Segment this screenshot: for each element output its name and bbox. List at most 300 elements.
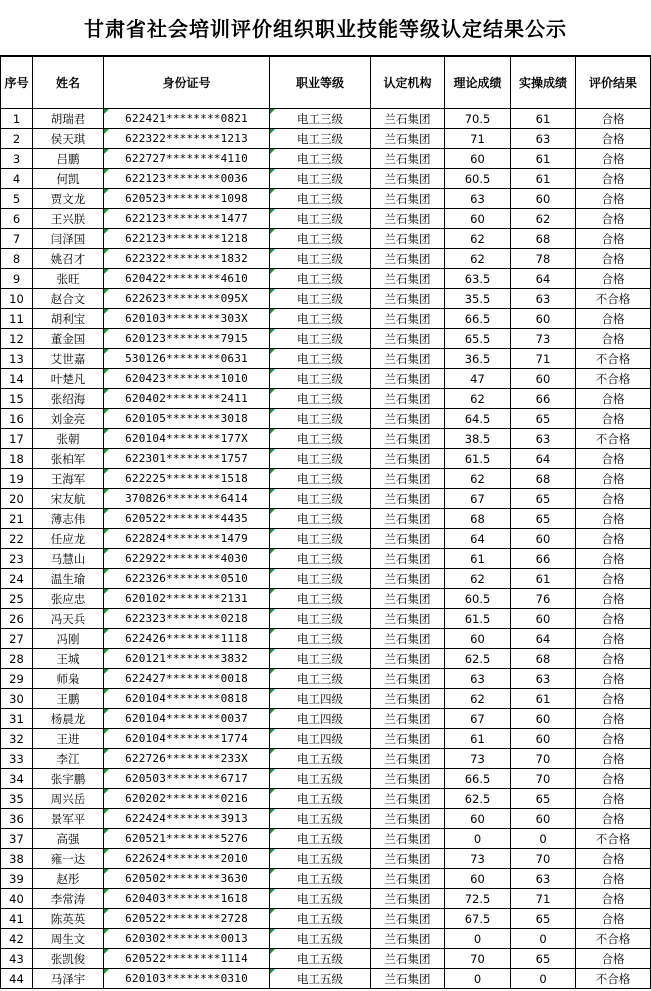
name-cell: 王鹏 [33, 689, 104, 709]
practical-score-cell: 65 [511, 489, 576, 509]
table-row [1, 609, 651, 629]
table-body [1, 109, 651, 989]
org-cell: 兰石集团 [371, 329, 445, 349]
name-cell: 任应龙 [33, 529, 104, 549]
table-row [1, 229, 651, 249]
row-number: 37 [1, 829, 33, 849]
id-number-cell: 622322********1832 [104, 249, 270, 269]
id-number-cell: 620522********1114 [104, 949, 270, 969]
id-number-cell: 622623********095X [104, 289, 270, 309]
table-row [1, 449, 651, 469]
level-cell: 电工三级 [270, 649, 371, 669]
name-cell: 王进 [33, 729, 104, 749]
result-cell: 合格 [576, 629, 651, 649]
row-number: 23 [1, 549, 33, 569]
practical-score-cell: 64 [511, 269, 576, 289]
practical-score-cell: 61 [511, 169, 576, 189]
theory-score-cell: 72.5 [445, 889, 511, 909]
table-row [1, 109, 651, 129]
org-cell: 兰石集团 [371, 589, 445, 609]
name-cell: 董金国 [33, 329, 104, 349]
table-row [1, 189, 651, 209]
table-row [1, 649, 651, 669]
name-cell: 李江 [33, 749, 104, 769]
result-cell: 合格 [576, 649, 651, 669]
row-number: 20 [1, 489, 33, 509]
name-cell: 胡利宝 [33, 309, 104, 329]
result-cell: 合格 [576, 729, 651, 749]
result-cell: 合格 [576, 309, 651, 329]
theory-score-cell: 62 [445, 229, 511, 249]
name-cell: 周生文 [33, 929, 104, 949]
row-number: 32 [1, 729, 33, 749]
row-number: 28 [1, 649, 33, 669]
id-number-cell: 530126********0631 [104, 349, 270, 369]
name-cell: 杨晨龙 [33, 709, 104, 729]
result-cell: 合格 [576, 249, 651, 269]
id-number-cell: 620522********4435 [104, 509, 270, 529]
table-row [1, 489, 651, 509]
org-cell: 兰石集团 [371, 889, 445, 909]
row-number: 35 [1, 789, 33, 809]
theory-score-cell: 60 [445, 149, 511, 169]
level-cell: 电工三级 [270, 289, 371, 309]
practical-score-cell: 60 [511, 609, 576, 629]
name-cell: 张应忠 [33, 589, 104, 609]
theory-score-cell: 64 [445, 529, 511, 549]
theory-score-cell: 61.5 [445, 449, 511, 469]
theory-score-cell: 61 [445, 549, 511, 569]
row-number: 44 [1, 969, 33, 989]
practical-score-cell: 60 [511, 709, 576, 729]
name-cell: 闫泽国 [33, 229, 104, 249]
org-cell: 兰石集团 [371, 169, 445, 189]
table-row [1, 929, 651, 949]
row-number: 24 [1, 569, 33, 589]
table-row [1, 529, 651, 549]
name-cell: 张旺 [33, 269, 104, 289]
practical-score-cell: 76 [511, 589, 576, 609]
row-number: 36 [1, 809, 33, 829]
theory-score-cell: 0 [445, 969, 511, 989]
result-cell: 合格 [576, 229, 651, 249]
id-number-cell: 620521********5276 [104, 829, 270, 849]
org-cell: 兰石集团 [371, 449, 445, 469]
theory-score-cell: 62.5 [445, 649, 511, 669]
result-cell: 合格 [576, 809, 651, 829]
theory-score-cell: 71 [445, 129, 511, 149]
name-cell: 马慧山 [33, 549, 104, 569]
org-cell: 兰石集团 [371, 489, 445, 509]
table-row [1, 409, 651, 429]
practical-score-cell: 68 [511, 469, 576, 489]
level-cell: 电工三级 [270, 389, 371, 409]
name-cell: 景军平 [33, 809, 104, 829]
practical-score-cell: 60 [511, 309, 576, 329]
org-cell: 兰石集团 [371, 549, 445, 569]
practical-score-cell: 71 [511, 889, 576, 909]
result-cell: 合格 [576, 109, 651, 129]
row-number: 39 [1, 869, 33, 889]
table-row [1, 689, 651, 709]
column-header: 理论成绩 [445, 57, 511, 109]
theory-score-cell: 61.5 [445, 609, 511, 629]
row-number: 3 [1, 149, 33, 169]
theory-score-cell: 63 [445, 669, 511, 689]
practical-score-cell: 61 [511, 689, 576, 709]
name-cell: 薄志伟 [33, 509, 104, 529]
theory-score-cell: 66.5 [445, 309, 511, 329]
table-row [1, 369, 651, 389]
level-cell: 电工五级 [270, 869, 371, 889]
org-cell: 兰石集团 [371, 269, 445, 289]
row-number: 10 [1, 289, 33, 309]
id-number-cell: 622323********0218 [104, 609, 270, 629]
theory-score-cell: 0 [445, 829, 511, 849]
result-cell: 合格 [576, 849, 651, 869]
column-header: 实操成绩 [511, 57, 576, 109]
org-cell: 兰石集团 [371, 249, 445, 269]
theory-score-cell: 47 [445, 369, 511, 389]
id-number-cell: 620104********1774 [104, 729, 270, 749]
table-row [1, 869, 651, 889]
level-cell: 电工三级 [270, 189, 371, 209]
result-cell: 合格 [576, 509, 651, 529]
theory-score-cell: 60 [445, 209, 511, 229]
practical-score-cell: 64 [511, 449, 576, 469]
table-row [1, 769, 651, 789]
level-cell: 电工三级 [270, 309, 371, 329]
table-row [1, 429, 651, 449]
org-cell: 兰石集团 [371, 149, 445, 169]
level-cell: 电工五级 [270, 849, 371, 869]
table-row [1, 969, 651, 989]
column-header: 身份证号 [104, 57, 270, 109]
id-number-cell: 622123********1218 [104, 229, 270, 249]
id-number-cell: 620105********3018 [104, 409, 270, 429]
practical-score-cell: 62 [511, 209, 576, 229]
theory-score-cell: 36.5 [445, 349, 511, 369]
result-cell: 合格 [576, 889, 651, 909]
table-row [1, 389, 651, 409]
name-cell: 张绍海 [33, 389, 104, 409]
row-number: 26 [1, 609, 33, 629]
id-number-cell: 622123********0036 [104, 169, 270, 189]
level-cell: 电工三级 [270, 409, 371, 429]
result-cell: 不合格 [576, 929, 651, 949]
id-number-cell: 620523********1098 [104, 189, 270, 209]
row-number: 31 [1, 709, 33, 729]
name-cell: 张宇鹏 [33, 769, 104, 789]
result-cell: 合格 [576, 789, 651, 809]
level-cell: 电工四级 [270, 709, 371, 729]
theory-score-cell: 73 [445, 749, 511, 769]
result-cell: 合格 [576, 529, 651, 549]
name-cell: 刘金亮 [33, 409, 104, 429]
theory-score-cell: 66.5 [445, 769, 511, 789]
name-cell: 王海军 [33, 469, 104, 489]
column-header: 姓名 [33, 57, 104, 109]
id-number-cell: 620502********3630 [104, 869, 270, 889]
practical-score-cell: 71 [511, 349, 576, 369]
name-cell: 王城 [33, 649, 104, 669]
org-cell: 兰石集团 [371, 869, 445, 889]
table-row [1, 729, 651, 749]
theory-score-cell: 70.5 [445, 109, 511, 129]
level-cell: 电工三级 [270, 229, 371, 249]
level-cell: 电工五级 [270, 929, 371, 949]
id-number-cell: 620522********2728 [104, 909, 270, 929]
row-number: 38 [1, 849, 33, 869]
practical-score-cell: 78 [511, 249, 576, 269]
table-row [1, 889, 651, 909]
theory-score-cell: 63.5 [445, 269, 511, 289]
table-row [1, 249, 651, 269]
id-number-cell: 620402********2411 [104, 389, 270, 409]
level-cell: 电工三级 [270, 609, 371, 629]
table-row [1, 629, 651, 649]
id-number-cell: 622225********1518 [104, 469, 270, 489]
row-number: 16 [1, 409, 33, 429]
level-cell: 电工三级 [270, 369, 371, 389]
result-cell: 合格 [576, 589, 651, 609]
result-cell: 不合格 [576, 429, 651, 449]
id-number-cell: 622624********2010 [104, 849, 270, 869]
row-number: 15 [1, 389, 33, 409]
org-cell: 兰石集团 [371, 289, 445, 309]
practical-score-cell: 65 [511, 909, 576, 929]
row-number: 43 [1, 949, 33, 969]
row-number: 6 [1, 209, 33, 229]
result-cell: 合格 [576, 409, 651, 429]
row-number: 17 [1, 429, 33, 449]
theory-score-cell: 62 [445, 469, 511, 489]
level-cell: 电工三级 [270, 669, 371, 689]
id-number-cell: 620202********0216 [104, 789, 270, 809]
result-cell: 合格 [576, 869, 651, 889]
table-row [1, 909, 651, 929]
result-cell: 合格 [576, 489, 651, 509]
result-cell: 合格 [576, 189, 651, 209]
theory-score-cell: 60 [445, 809, 511, 829]
result-cell: 合格 [576, 169, 651, 189]
table-row [1, 809, 651, 829]
table-row [1, 509, 651, 529]
level-cell: 电工五级 [270, 809, 371, 829]
result-cell: 合格 [576, 669, 651, 689]
name-cell: 叶楚凡 [33, 369, 104, 389]
id-number-cell: 622322********1213 [104, 129, 270, 149]
theory-score-cell: 35.5 [445, 289, 511, 309]
practical-score-cell: 64 [511, 629, 576, 649]
level-cell: 电工三级 [270, 249, 371, 269]
result-cell: 合格 [576, 749, 651, 769]
id-number-cell: 622424********3913 [104, 809, 270, 829]
id-number-cell: 620423********1010 [104, 369, 270, 389]
level-cell: 电工三级 [270, 109, 371, 129]
name-cell: 张朝 [33, 429, 104, 449]
id-number-cell: 620422********4610 [104, 269, 270, 289]
result-cell: 不合格 [576, 829, 651, 849]
table-row [1, 569, 651, 589]
theory-score-cell: 67 [445, 709, 511, 729]
theory-score-cell: 64.5 [445, 409, 511, 429]
row-number: 34 [1, 769, 33, 789]
id-number-cell: 620104********0818 [104, 689, 270, 709]
name-cell: 何凯 [33, 169, 104, 189]
practical-score-cell: 60 [511, 529, 576, 549]
org-cell: 兰石集团 [371, 369, 445, 389]
row-number: 19 [1, 469, 33, 489]
row-number: 22 [1, 529, 33, 549]
name-cell: 张凯俊 [33, 949, 104, 969]
table-row [1, 669, 651, 689]
id-number-cell: 622922********4030 [104, 549, 270, 569]
org-cell: 兰石集团 [371, 529, 445, 549]
table-row [1, 309, 651, 329]
result-cell: 合格 [576, 209, 651, 229]
table-row [1, 149, 651, 169]
level-cell: 电工三级 [270, 509, 371, 529]
org-cell: 兰石集团 [371, 769, 445, 789]
level-cell: 电工五级 [270, 769, 371, 789]
practical-score-cell: 63 [511, 429, 576, 449]
level-cell: 电工三级 [270, 209, 371, 229]
id-number-cell: 622727********4110 [104, 149, 270, 169]
id-number-cell: 620104********177X [104, 429, 270, 449]
id-number-cell: 620302********0013 [104, 929, 270, 949]
org-cell: 兰石集团 [371, 929, 445, 949]
result-cell: 合格 [576, 549, 651, 569]
org-cell: 兰石集团 [371, 649, 445, 669]
row-number: 9 [1, 269, 33, 289]
id-number-cell: 622301********1757 [104, 449, 270, 469]
practical-score-cell: 63 [511, 129, 576, 149]
page-title: 甘肃省社会培训评价组织职业技能等级认定结果公示 [0, 0, 651, 56]
table-row [1, 949, 651, 969]
theory-score-cell: 38.5 [445, 429, 511, 449]
table-row [1, 349, 651, 369]
level-cell: 电工四级 [270, 689, 371, 709]
name-cell: 侯天琪 [33, 129, 104, 149]
level-cell: 电工三级 [270, 329, 371, 349]
row-number: 11 [1, 309, 33, 329]
name-cell: 姚召才 [33, 249, 104, 269]
theory-score-cell: 63 [445, 189, 511, 209]
org-cell: 兰石集团 [371, 749, 445, 769]
level-cell: 电工三级 [270, 129, 371, 149]
result-cell: 合格 [576, 129, 651, 149]
practical-score-cell: 68 [511, 229, 576, 249]
result-cell: 合格 [576, 449, 651, 469]
column-header: 序号 [1, 57, 33, 109]
org-cell: 兰石集团 [371, 109, 445, 129]
org-cell: 兰石集团 [371, 309, 445, 329]
row-number: 18 [1, 449, 33, 469]
name-cell: 宋友航 [33, 489, 104, 509]
table-row [1, 289, 651, 309]
id-number-cell: 622426********1118 [104, 629, 270, 649]
org-cell: 兰石集团 [371, 689, 445, 709]
theory-score-cell: 0 [445, 929, 511, 949]
org-cell: 兰石集团 [371, 809, 445, 829]
practical-score-cell: 68 [511, 649, 576, 669]
result-cell: 合格 [576, 609, 651, 629]
level-cell: 电工三级 [270, 529, 371, 549]
level-cell: 电工三级 [270, 429, 371, 449]
theory-score-cell: 70 [445, 949, 511, 969]
table-row [1, 169, 651, 189]
result-cell: 合格 [576, 149, 651, 169]
id-number-cell: 622326********0510 [104, 569, 270, 589]
org-cell: 兰石集团 [371, 949, 445, 969]
practical-score-cell: 60 [511, 369, 576, 389]
column-header: 职业等级 [270, 57, 371, 109]
name-cell: 吕鹏 [33, 149, 104, 169]
level-cell: 电工五级 [270, 789, 371, 809]
practical-score-cell: 61 [511, 569, 576, 589]
table-row [1, 829, 651, 849]
name-cell: 张柏军 [33, 449, 104, 469]
org-cell: 兰石集团 [371, 849, 445, 869]
theory-score-cell: 60 [445, 629, 511, 649]
result-cell: 合格 [576, 689, 651, 709]
table-row [1, 849, 651, 869]
table-header-row [1, 57, 651, 109]
column-header: 评价结果 [576, 57, 651, 109]
level-cell: 电工五级 [270, 889, 371, 909]
table-row [1, 549, 651, 569]
level-cell: 电工三级 [270, 149, 371, 169]
table-row [1, 589, 651, 609]
org-cell: 兰石集团 [371, 789, 445, 809]
row-number: 40 [1, 889, 33, 909]
row-number: 14 [1, 369, 33, 389]
name-cell: 雍一达 [33, 849, 104, 869]
row-number: 42 [1, 929, 33, 949]
id-number-cell: 620403********1618 [104, 889, 270, 909]
org-cell: 兰石集团 [371, 469, 445, 489]
name-cell: 赵彤 [33, 869, 104, 889]
theory-score-cell: 61 [445, 729, 511, 749]
row-number: 41 [1, 909, 33, 929]
table-row [1, 789, 651, 809]
id-number-cell: 622726********233X [104, 749, 270, 769]
name-cell: 赵合文 [33, 289, 104, 309]
table-row [1, 269, 651, 289]
level-cell: 电工三级 [270, 569, 371, 589]
practical-score-cell: 0 [511, 969, 576, 989]
theory-score-cell: 67 [445, 489, 511, 509]
org-cell: 兰石集团 [371, 349, 445, 369]
practical-score-cell: 61 [511, 149, 576, 169]
id-number-cell: 620503********6717 [104, 769, 270, 789]
level-cell: 电工三级 [270, 269, 371, 289]
theory-score-cell: 62 [445, 389, 511, 409]
practical-score-cell: 70 [511, 849, 576, 869]
theory-score-cell: 60.5 [445, 589, 511, 609]
result-cell: 合格 [576, 709, 651, 729]
row-number: 29 [1, 669, 33, 689]
row-number: 30 [1, 689, 33, 709]
name-cell: 高强 [33, 829, 104, 849]
level-cell: 电工三级 [270, 549, 371, 569]
theory-score-cell: 67.5 [445, 909, 511, 929]
practical-score-cell: 65 [511, 409, 576, 429]
id-number-cell: 620102********2131 [104, 589, 270, 609]
practical-score-cell: 70 [511, 749, 576, 769]
org-cell: 兰石集团 [371, 569, 445, 589]
